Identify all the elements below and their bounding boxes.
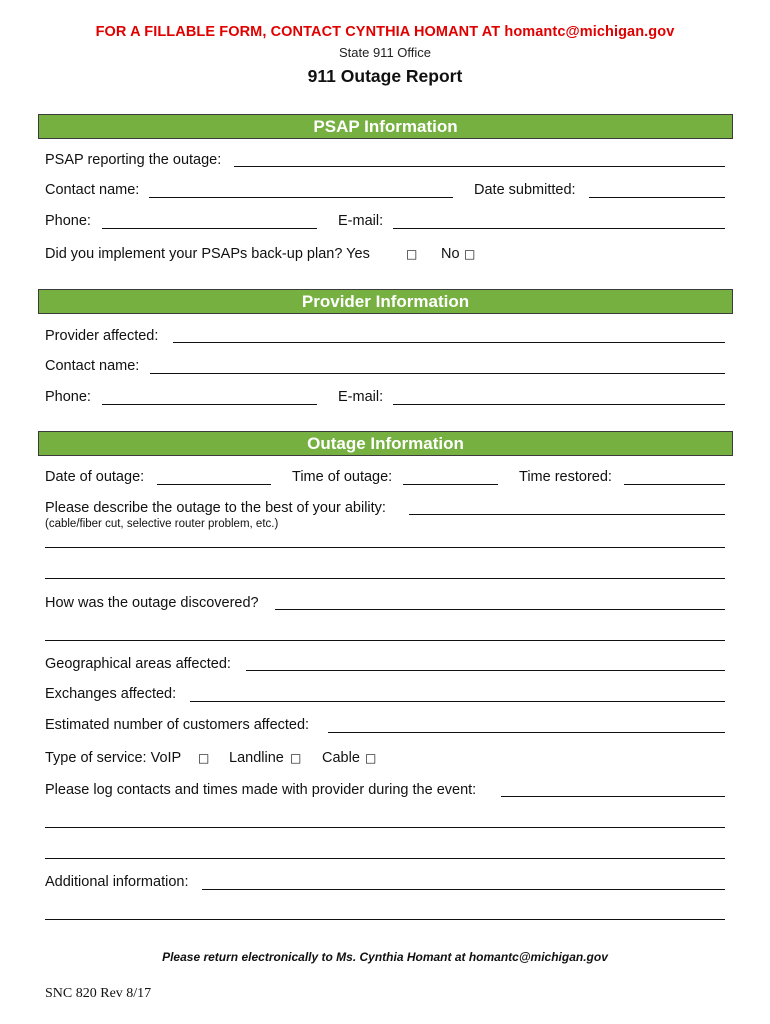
provider-affected-label: Provider affected:: [45, 328, 159, 344]
outage-discovered-field[interactable]: [275, 609, 725, 610]
additional-info-label: Additional information:: [45, 874, 189, 890]
backup-no-checkbox[interactable]: □: [464, 247, 476, 261]
provider-log-line-3[interactable]: [45, 858, 725, 859]
describe-outage-field[interactable]: [409, 514, 725, 515]
psap-contact-label: Contact name:: [45, 182, 140, 198]
additional-info-field[interactable]: [202, 889, 725, 890]
psap-phone-label: Phone:: [45, 213, 91, 229]
provider-phone-field[interactable]: [102, 404, 317, 405]
exchanges-field[interactable]: [190, 701, 725, 702]
provider-log-field[interactable]: [501, 796, 725, 797]
provider-section-header: Provider Information: [38, 289, 733, 314]
describe-outage-label: Please describe the outage to the best of your ability:: [45, 500, 386, 516]
page-title: 911 Outage Report: [307, 66, 463, 86]
fillable-form-notice: FOR A FILLABLE FORM, CONTACT CYNTHIA HOMANT AT homantc@michigan.gov: [95, 24, 675, 40]
psap-email-label: E-mail:: [338, 213, 384, 229]
provider-phone-label: Phone:: [45, 389, 91, 405]
geo-areas-field[interactable]: [246, 670, 725, 671]
backup-yes-checkbox[interactable]: □: [406, 247, 418, 261]
provider-contact-label: Contact name:: [45, 358, 140, 374]
provider-email-field[interactable]: [393, 404, 725, 405]
describe-outage-line-2[interactable]: [45, 547, 725, 548]
provider-contact-field[interactable]: [150, 373, 725, 374]
time-restored-label: Time restored:: [519, 469, 612, 485]
describe-outage-line-3[interactable]: [45, 578, 725, 579]
additional-info-line-2[interactable]: [45, 919, 725, 920]
return-instructions: Please return electronically to Ms. Cynthia Homant at homantc@michigan.gov: [162, 950, 608, 964]
geo-areas-label: Geographical areas affected:: [45, 656, 231, 672]
outage-discovered-line-2[interactable]: [45, 640, 725, 641]
psap-section-header: PSAP Information: [38, 114, 733, 139]
date-submitted-field[interactable]: [589, 197, 725, 198]
provider-log-label: Please log contacts and times made with provider during the event:: [45, 782, 477, 798]
provider-email-label: E-mail:: [338, 389, 384, 405]
form-number: SNC 820 Rev 8/17: [45, 986, 152, 1001]
outage-time-label: Time of outage:: [292, 469, 393, 485]
provider-log-line-2[interactable]: [45, 827, 725, 828]
psap-phone-field[interactable]: [102, 228, 317, 229]
psap-reporting-label: PSAP reporting the outage:: [45, 152, 222, 168]
time-restored-field[interactable]: [624, 484, 725, 485]
backup-no-label: No: [441, 246, 460, 262]
describe-outage-hint: (cable/fiber cut, selective router problem, etc.): [45, 518, 279, 530]
outage-discovered-label: How was the outage discovered?: [45, 595, 259, 611]
outage-section-header: Outage Information: [38, 431, 733, 456]
psap-email-field[interactable]: [393, 228, 725, 229]
provider-affected-field[interactable]: [173, 342, 725, 343]
exchanges-label: Exchanges affected:: [45, 686, 177, 702]
outage-time-field[interactable]: [403, 484, 498, 485]
landline-label: Landline: [229, 750, 284, 766]
backup-plan-question: Did you implement your PSAPs back-up plan? Yes: [45, 246, 370, 262]
office-name: State 911 Office: [338, 45, 432, 60]
customers-affected-field[interactable]: [328, 732, 725, 733]
cable-checkbox[interactable]: □: [365, 751, 377, 765]
date-submitted-label: Date submitted:: [474, 182, 576, 198]
landline-checkbox[interactable]: □: [290, 751, 302, 765]
psap-reporting-field[interactable]: [234, 166, 725, 167]
voip-checkbox[interactable]: □: [198, 751, 210, 765]
customers-affected-label: Estimated number of customers affected:: [45, 717, 310, 733]
cable-label: Cable: [322, 750, 360, 766]
outage-date-field[interactable]: [157, 484, 271, 485]
outage-date-label: Date of outage:: [45, 469, 145, 485]
psap-contact-field[interactable]: [149, 197, 453, 198]
service-type-label: Type of service: VoIP: [45, 750, 182, 766]
